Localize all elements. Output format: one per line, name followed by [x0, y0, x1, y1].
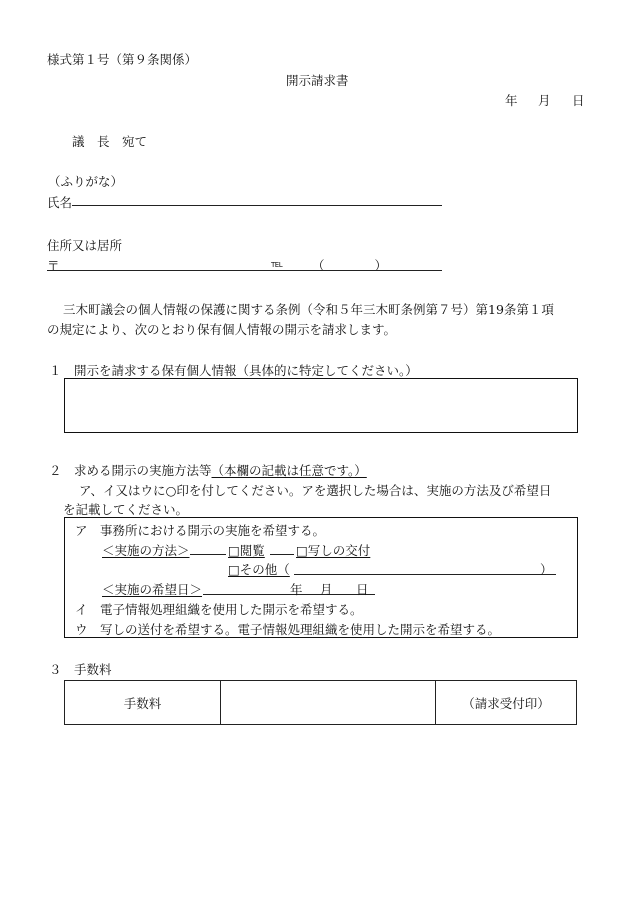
tel-paren: （ ） — [312, 258, 388, 273]
other-close-paren: ） — [540, 562, 553, 577]
option-view-checkbox[interactable]: □閲覧 — [228, 543, 265, 558]
section2-instruction-2: を記載してください。 — [63, 502, 189, 517]
section2-heading — [49, 461, 367, 479]
address-label: 住所又は居所 — [47, 238, 123, 253]
date-year-label: 年 — [505, 93, 518, 108]
date-day-label: 日 — [572, 93, 585, 108]
section2-instruction-1: ア、イ又はウに○印を付してください。アを選択した場合は、実施の方法及び希望日 — [79, 483, 552, 498]
fee-label: 手数料 — [123, 695, 162, 711]
stamp-cell — [436, 681, 576, 724]
name-label: 氏名 — [47, 195, 73, 210]
method-label-underline — [190, 554, 226, 555]
stamp-label: （請求受付印） — [462, 695, 550, 711]
section2-heading-main: ２ 求める開示の実施方法等 — [49, 463, 212, 478]
section1-heading: １ 開示を請求する保有個人情報（具体的に特定してください。） — [49, 363, 418, 378]
intro-line-1: 三木町議会の個人情報の保護に関する条例（令和５年三木町条例第７号）第19条第１項 — [63, 302, 554, 317]
desired-day-label: 日 — [356, 582, 369, 597]
document-title: 開示請求書 — [286, 73, 349, 88]
section2-heading-note: （本欄の記載は任意です。） — [211, 463, 367, 478]
addressee: 議 長 宛て — [72, 134, 148, 149]
fee-label-cell — [65, 681, 221, 724]
other-detail-field[interactable] — [294, 574, 556, 575]
fee-value-cell[interactable] — [221, 681, 436, 724]
date-month-label: 月 — [538, 93, 551, 108]
address-field[interactable] — [47, 270, 442, 271]
tel-label: TEL — [271, 261, 283, 269]
intro-line-2: の規定により、次のとおり保有個人情報の開示を請求します。 — [47, 322, 397, 337]
option-a-text[interactable]: ア 事務所における開示の実施を希望する。 — [75, 523, 326, 538]
name-field[interactable] — [72, 205, 442, 206]
option-i-text[interactable]: イ 電子情報処理組織を使用した開示を希望する。 — [75, 602, 363, 617]
desired-date-field[interactable] — [203, 594, 375, 595]
desired-month-label: 月 — [320, 582, 333, 597]
option-other-checkbox[interactable]: □その他（ — [228, 562, 290, 577]
view-underline — [270, 554, 294, 555]
date-label: ＜実施の希望日＞ — [102, 582, 203, 597]
option-u-text[interactable]: ウ 写しの送付を希望する。電子情報処理組織を使用した開示を希望する。 — [75, 622, 501, 637]
form-number: 様式第１号（第９条関係） — [47, 52, 198, 67]
postal-mark: 〒 — [47, 258, 60, 273]
fee-table — [64, 680, 577, 725]
method-label: ＜実施の方法＞ — [102, 543, 190, 558]
section3-heading: ３ 手数料 — [49, 662, 112, 677]
furigana-label: （ふりがな） — [48, 174, 124, 189]
personal-info-input[interactable] — [64, 378, 578, 433]
desired-year-label: 年 — [290, 582, 303, 597]
option-copy-checkbox[interactable]: □写しの交付 — [296, 543, 371, 558]
